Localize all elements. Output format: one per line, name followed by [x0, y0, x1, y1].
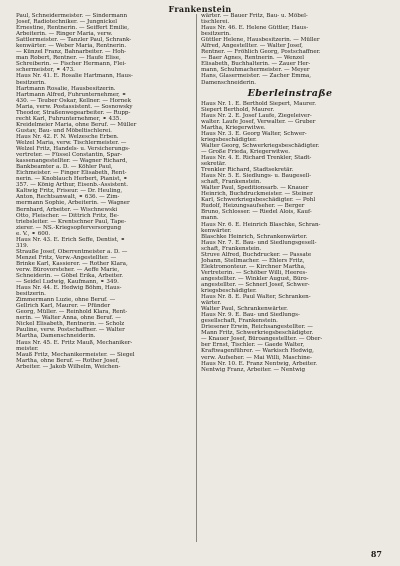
- entry-line: tischlerei.: [201, 19, 230, 26]
- entry-line: Bankbeamter a. D. — Köhler Paul,: [16, 164, 113, 171]
- entry-line: Haus Nr. 1. E. Berthold Siepert, Maurer.: [201, 100, 316, 107]
- entry-line: Driesener Erwin, Reichsangestellter. —: [201, 324, 313, 331]
- entry-line: Haus Nr. 5. E. Siedlungs- u. Baugesell-: [201, 173, 312, 180]
- entry-line: ber Ernst, Tischler. — Gaede Walter,: [201, 342, 305, 349]
- entry-line: Rentner. — Fröhlich Georg, Postschaffner.: [201, 49, 321, 56]
- entry-line: angestellter. — Schnerl Josef, Schwer-: [201, 281, 310, 288]
- entry-line: Menzel Fritz, Verw.-Angestellter. —: [16, 254, 117, 261]
- entry-line: Hartmann Alfred, Fuhrunternehmer, ⚭: [16, 91, 127, 98]
- entry-line: Bernhard, Arbeiter. — Wischnewski: [16, 206, 118, 213]
- entry-line: besitzerin.: [201, 31, 231, 38]
- entry-line: Elisabeth, Buchhalterin. — Zauer Her-: [201, 61, 311, 68]
- entry-line: Elektromonteur. — Kirchner Martha,: [201, 263, 306, 270]
- entry-line: Welzel Maria, verw. Tischlermeister. —: [16, 139, 127, 146]
- entry-line: kenwärter. — Weber Maria, Rentnerin.: [16, 43, 127, 50]
- right-column-top: [201, 13, 379, 86]
- entry-line: Schreiberin. — Fischer Hermann, Flei-: [16, 61, 127, 68]
- entry-line: 430. — Teuber Oskar, Kellner. — Hornek: [16, 97, 131, 104]
- entry-line: mann.: [201, 215, 219, 222]
- page-header: Frankenstein: [168, 4, 232, 14]
- entry-line: meister.: [16, 345, 39, 352]
- entry-line: kenwärter.: [201, 227, 232, 234]
- entry-line: kriegsbeschädigter.: [201, 136, 257, 143]
- entry-line: — Knauer Josef, Büroangestellter. — Ober-: [201, 336, 323, 343]
- entry-line: Anton, Rechtsanwalt, ⚭ 636. — Zim-: [16, 194, 120, 201]
- entry-line: — Künzel Franz, Bahnarbeiter. — Hoh-: [16, 49, 127, 56]
- entry-line: Hartmann Rosalie, Hausbesitzerin.: [16, 85, 116, 92]
- entry-line: Kreidelmeier Maria, ohne Beruf. — Müller: [16, 121, 137, 128]
- entry-line: Arbeiter. — Jakob Wilhelm, Weichen-: [16, 363, 121, 370]
- entry-line: Martha, Damenschneiderin.: [16, 333, 96, 340]
- right-column: [201, 13, 379, 543]
- entry-line: Georg, Müller. — Reinhold Klara, Rent-: [16, 309, 128, 316]
- entry-line: schaft, Frankenstein.: [201, 245, 262, 252]
- entry-line: walter. Laufe Josef, Verwalter. — Gruber: [201, 118, 316, 125]
- entry-line: Maria, verw. Postassistent. — Sosnowsky: [16, 103, 133, 110]
- entry-line: sekretär.: [201, 161, 226, 168]
- entry-line: mermann Sophie, Arbeiterin. — Wagner: [16, 200, 130, 207]
- entry-line: Josef, Radiotechniker. — Jungnickel: [16, 19, 118, 26]
- entry-line: Haus Nr. 3. E. Georg Walter, Schwer-: [201, 130, 307, 137]
- entry-line: Damenschneiderin.: [201, 79, 257, 86]
- entry-line: Haus Nr. 7. E. Bau- und Siedlungsgesell-: [201, 239, 317, 246]
- entry-line: Walter Georg, Schwerkriegsbeschädigter.: [201, 142, 320, 149]
- entry-line: wärter.: [201, 300, 222, 307]
- entry-line: Haus Nr. 10. E. Franz Nentwig, Arbeiter.: [201, 360, 318, 367]
- entry-line: Ernestine, Rentnerin. — Seiffert Emilie,: [16, 25, 130, 32]
- entry-line: Zimmermann Luzie, ohne Beruf. —: [16, 297, 116, 304]
- entry-line: Karl, Schwerkriegsbeschädigter. — Pohl: [201, 197, 316, 204]
- entry-line: Alfred, Angestellter. — Walter Josef,: [201, 43, 303, 50]
- entry-line: Mann Fritz, Schwerkriegsbeschädigter.: [201, 330, 314, 337]
- entry-line: — Große Frieda, Kriegerwitwe.: [201, 148, 291, 155]
- entry-line: Haus Nr. 46. E. Helene Güttler, Haus-: [201, 25, 309, 32]
- entry-line: nerin. — Knoblauch Herbert, Pianist, ⚭: [16, 176, 128, 183]
- entry-line: kassenangestellter. — Wagner Richard,: [16, 158, 128, 165]
- column-divider: [196, 14, 197, 542]
- entry-line: Strauße Josef, Oberrentmeister a. D. —: [16, 248, 128, 255]
- right-column-bottom: [201, 101, 379, 373]
- entry-line: Pauline, verw. Postschaffner. — Walter: [16, 327, 125, 334]
- entry-line: besitzerin.: [16, 79, 46, 86]
- entry-line: Johann, Stellmacher. — Ehlers Fritz,: [201, 257, 305, 264]
- entry-line: — Seidel Ludwig, Kaufmann, ⚭ 349.: [16, 279, 119, 286]
- entry-line: Haus Nr. 4. E. Richard Trenkler, Stadt-: [201, 154, 312, 161]
- entry-line: triebsleiter. — Krentschner Paul, Tape-: [16, 218, 127, 225]
- entry-line: Gustav, Bau- und Möbeltischlerei.: [16, 127, 112, 134]
- entry-line: Paul, Schneidermeister. — Sindermann: [16, 13, 128, 19]
- entry-line: Haus Nr. 9. E. Bau- und Siedlungs-: [201, 312, 300, 319]
- page-number: 87: [370, 549, 382, 559]
- entry-line: gesellschaft, Frankenstein.: [201, 318, 278, 325]
- entry-line: recht Karl, Fuhrunternehmer, ⚭ 435.: [16, 115, 122, 122]
- entry-line: schaft, Frankenstein.: [201, 179, 262, 186]
- entry-line: Nickel Elisabeth, Rentnerin. — Scholz: [16, 321, 125, 328]
- entry-line: Rudolf, Heizungsaufseher. — Berger: [201, 203, 305, 210]
- entry-line: Haus Nr. 45. E. Fritz Mauß, Mechaniker-: [16, 339, 133, 346]
- entry-line: 357. — König Arthur, Eisenb.-Assistent.: [16, 182, 129, 189]
- entry-line: verw. Aufseher. — Mai Willi, Maschine-: [201, 354, 312, 361]
- entry-line: angestellter. — Winkler August, Büro-: [201, 275, 309, 282]
- entry-line: Heinrich, Buchdruckmeister. — Steiner: [201, 191, 313, 198]
- entry-line: mann, Schuhmachermeister. — Meyer: [201, 67, 310, 74]
- entry-line: Walter Paul, Schrankenwärter.: [201, 306, 288, 313]
- entry-line: besitzerin.: [16, 291, 46, 298]
- entry-line: 319.: [16, 242, 29, 249]
- entry-line: Arbeiterin. — Ringer Maria, verw.: [16, 31, 113, 38]
- entry-line: — Baer Agnes, Rentnerin. — Wenzel: [201, 55, 305, 62]
- entry-line: verw. Bürovorsteher. — Aeffe Marie,: [16, 266, 120, 273]
- entry-line: Sattlermeister. — Tanzler Paul, Schrank-: [16, 37, 132, 44]
- entry-line: Kaltwig Fritz, Friseur. — Dr. Heuling,: [16, 188, 123, 195]
- section-title: Eberleinstraße: [247, 87, 333, 99]
- entry-line: Siepert Berthold, Maurer.: [201, 106, 275, 113]
- entry-line: Haus Nr. 44. E. Hedwig Böhm, Haus-: [16, 285, 122, 292]
- entry-line: Hans, Glasermeister. — Zacher Emma,: [201, 73, 312, 80]
- entry-line: Martha, Kriegerwitwe.: [201, 124, 266, 131]
- entry-line: Otto, Fleischer. — Dittrich Fritz, Be-: [16, 212, 119, 219]
- entry-line: vertreter. — Füssel Constantin, Spar-: [16, 152, 122, 159]
- entry-line: Trenkler Richard, Stadtsekretär.: [201, 167, 294, 174]
- entry-line: Haus Nr. 42. F. N. Welzesche Erben.: [16, 133, 119, 140]
- entry-line: Welzel Fritz, Handels- u. Versicherungs-: [16, 146, 130, 153]
- left-column: [16, 13, 194, 543]
- entry-line: Nentwig Franz, Arbeiter. — Nentwig: [201, 366, 306, 373]
- entry-line: Brinke Karl, Kassierer. — Rother Klara,: [16, 260, 128, 267]
- entry-line: Haus Nr. 6. E. Heinrich Blaschke, Schran-: [201, 221, 321, 228]
- entry-line: Blaschke Heinrich, Schrankenwärter.: [201, 233, 308, 240]
- entry-line: Haus Nr. 43. E. Erich Seffe, Dentist, ⚭: [16, 236, 126, 243]
- entry-line: zierer. — NS.-Kriegsopferversorgung: [16, 224, 122, 231]
- entry-line: kriegsbeschädigter.: [201, 288, 257, 295]
- entry-line: schermeister, ⚭ 473.: [16, 67, 75, 74]
- entry-line: nerin. — Walter Anna, ohne Beruf. —: [16, 315, 121, 322]
- entry-line: Haus Nr. 41. E. Rosalie Hartmann, Haus-: [16, 73, 133, 80]
- entry-line: Schneiderin. — Göbel Erika, Arbeiter.: [16, 273, 124, 280]
- entry-line: Kraftwagenführer. — Warkisch Hedwig,: [201, 348, 314, 355]
- entry-line: man Robert, Rentner. — Haufe Elise,: [16, 55, 121, 62]
- entry-line: Walter Paul, Speditionsarb. — Knauer: [201, 185, 309, 192]
- entry-line: Vertreterin. — Schöber Willi, Heeres-: [201, 269, 308, 276]
- entry-line: e. V., ⚭ 600.: [16, 230, 51, 237]
- entry-line: Gellrich Karl, Maurer. — Pfünder: [16, 303, 111, 310]
- entry-line: Haus Nr. 2. E. Josef Laufe, Ziegeleiver-: [201, 112, 312, 119]
- entry-line: Theodor, Straßenwegearbeiter. — Rupp-: [16, 109, 131, 116]
- entry-line: wärter. — Bauer Fritz, Bau- u. Möbel-: [201, 13, 308, 19]
- entry-line: Eichmeister. — Finger Elisabeth, Rent-: [16, 170, 127, 177]
- entry-line: Struve Alfred, Buchdrucker. — Passate: [201, 251, 312, 258]
- entry-line: Güttler Helene, Hausbesitzerin. — Müller: [201, 37, 320, 44]
- entry-line: Haus Nr. 8. E. Paul Walter, Schranken-: [201, 294, 311, 301]
- entry-line: Mauß Fritz, Mechanikermeister. — Siegel: [16, 351, 135, 358]
- entry-line: Martha, ohne Beruf. — Rother Josef,: [16, 357, 120, 364]
- entry-line: Bruno, Schlosser. — Riedel Alois, Kauf-: [201, 209, 312, 216]
